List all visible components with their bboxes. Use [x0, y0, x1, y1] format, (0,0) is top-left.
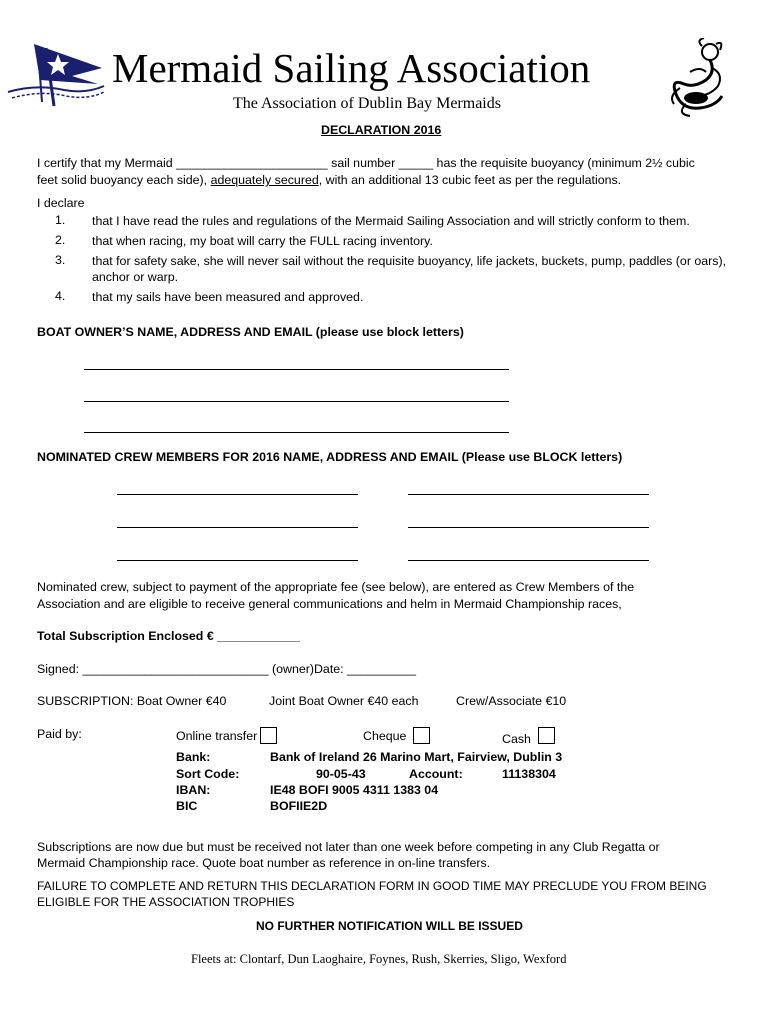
total-amount-blank[interactable]: ____________ [217, 629, 300, 643]
owner-line-2[interactable] [84, 401, 509, 402]
sort-code-value: 90-05-43 [316, 767, 366, 781]
failure-line-2: ELIGIBLE FOR THE ASSOCIATION TROPHIES [37, 895, 295, 909]
signature-blank[interactable]: ___________________________ [82, 662, 269, 676]
due-line-2: Mermaid Championship race. Quote boat number as reference in on-line transfers. [37, 856, 491, 870]
crew-note-line-1: Nominated crew, subject to payment of the appropriate fee (see below), are entered as Crew Members of the [37, 580, 635, 594]
fleets-footer: Fleets at: Clontarf, Dun Laoghaire, Foynes, Rush, Skerries, Sligo, Wexford [191, 952, 567, 966]
crew-line-left-2[interactable] [117, 527, 358, 528]
cash-checkbox[interactable] [538, 727, 555, 744]
account-label: Account: [409, 767, 463, 781]
crew-line-right-1[interactable] [408, 494, 649, 495]
certify-line-2: feet solid buoyancy each side), adequately secured, with an additional 13 cubic feet as per the regulations. [37, 173, 622, 187]
burgee-flag-logo [6, 40, 106, 110]
sort-code-label: Sort Code: [176, 767, 240, 781]
account-value: 11138304 [502, 767, 556, 781]
mermaid-name-blank[interactable]: ______________________ [176, 156, 328, 170]
due-line-1: Subscriptions are now due but must be received not later than one week before competing in any Club Regatta or [37, 840, 660, 854]
bic-value: BOFIIE2D [270, 799, 328, 813]
list-item-number: 4. [55, 289, 66, 303]
list-item-number: 2. [55, 233, 66, 247]
page-subtitle: The Association of Dublin Bay Mermaids [233, 95, 501, 112]
crew-line-left-1[interactable] [117, 494, 358, 495]
list-item-number: 1. [55, 213, 66, 227]
cheque-option: Cheque [363, 727, 430, 744]
declare-label: I declare [37, 196, 85, 210]
paid-by-label: Paid by: [37, 727, 82, 741]
crew-line-right-3[interactable] [408, 560, 649, 561]
subscription-crew: Crew/Associate €10 [456, 694, 567, 708]
date-blank[interactable]: __________ [347, 662, 416, 676]
page-title: Mermaid Sailing Association [112, 45, 591, 91]
cash-option: Cash [502, 727, 555, 746]
failure-line-1: FAILURE TO COMPLETE AND RETURN THIS DECLARATION FORM IN GOOD TIME MAY PRECLUDE YOU FROM BEING [37, 879, 707, 893]
certify-line-1: I certify that my Mermaid ______________________ sail number _____ has the requisite buoyancy (minimum 2½ cubic [37, 156, 695, 170]
subscription-owner: SUBSCRIPTION: Boat Owner €40 [37, 694, 227, 708]
mermaid-emblem [666, 38, 732, 118]
bic-label: BIC [176, 799, 198, 813]
online-transfer-checkbox[interactable] [260, 727, 277, 744]
owner-heading: BOAT OWNER’S NAME, ADDRESS AND EMAIL (please use block letters) [37, 325, 464, 339]
signed-line: Signed: ___________________________ (owner)Date: __________ [37, 662, 416, 676]
online-transfer-option: Online transfer [176, 727, 277, 744]
list-item: that when racing, my boat will carry the FULL racing inventory. [92, 234, 433, 248]
iban-value: IE48 BOFI 9005 4311 1383 04 [270, 783, 439, 797]
crew-note-line-2: Association and are eligible to receive general communications and helm in Mermaid Championship races, [37, 597, 622, 611]
no-further-notice: NO FURTHER NOTIFICATION WILL BE ISSUED [256, 919, 523, 933]
crew-heading: NOMINATED CREW MEMBERS FOR 2016 NAME, ADDRESS AND EMAIL (Please use BLOCK letters) [37, 450, 623, 464]
crew-line-left-3[interactable] [117, 560, 358, 561]
cheque-checkbox[interactable] [413, 727, 430, 744]
crew-line-right-2[interactable] [408, 527, 649, 528]
total-subscription: Total Subscription Enclosed € ____________ [37, 629, 300, 643]
list-item: that my sails have been measured and approved. [92, 290, 364, 304]
owner-line-3[interactable] [84, 432, 509, 433]
bank-label: Bank: [176, 750, 211, 764]
subscription-joint: Joint Boat Owner €40 each [269, 694, 419, 708]
sail-number-blank[interactable]: _____ [398, 156, 434, 170]
list-item: that I have read the rules and regulations of the Mermaid Sailing Association and will strictly conform to them. [92, 214, 690, 228]
list-item-number: 3. [55, 253, 66, 267]
declaration-heading: DECLARATION 2016 [321, 123, 442, 137]
iban-label: IBAN: [176, 783, 211, 797]
bank-value: Bank of Ireland 26 Marino Mart, Fairview, Dublin 3 [270, 750, 563, 764]
owner-line-1[interactable] [84, 369, 509, 370]
list-item: that for safety sake, she will never sail without the requisite buoyancy, life jackets, buckets, pump, paddles (or oars), anchor or warp. [92, 254, 727, 284]
